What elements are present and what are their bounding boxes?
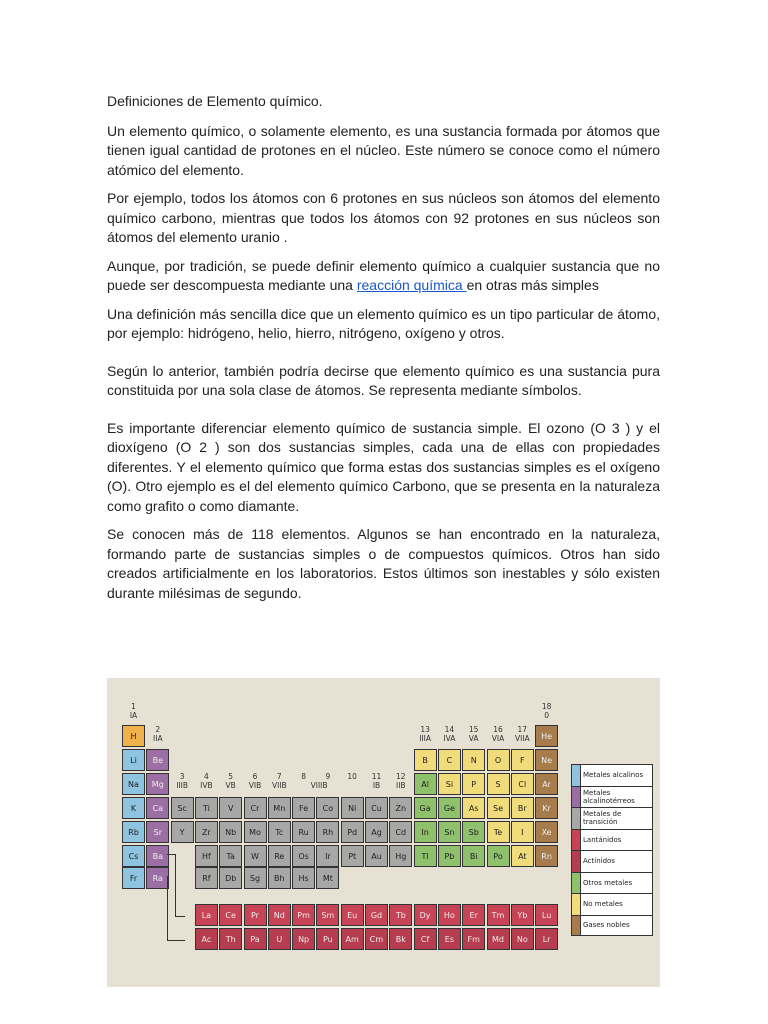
element-cell: Th: [219, 928, 242, 950]
group-label: 4 IVB: [200, 772, 213, 790]
element-cell: Lr: [535, 928, 558, 950]
element-cell: Na: [122, 773, 145, 795]
paragraph-example: Por ejemplo, todos los átomos con 6 protones en sus núcleos son átomos del elemento químico carbono, mientras que todos los átomos con 92 protones en sus núcleos son átomos del elemento uranio .: [107, 190, 660, 245]
paragraph-simple-definition: Una definición más sencilla dice que un elemento químico es un tipo particular de átomo, por ejemplo: hidrógeno, helio, hierro, nitrógeno, oxígeno y otros.: [107, 305, 660, 341]
group-viiib-label: VIIIB: [310, 781, 328, 790]
element-cell: Sc: [171, 797, 194, 819]
element-cell: Tc: [268, 821, 291, 843]
element-cell: Rn: [535, 845, 558, 867]
group-label: 16 VIA: [491, 725, 505, 743]
element-cell: Xe: [535, 821, 558, 843]
element-cell: Eu: [341, 904, 364, 926]
legend-label: Metales alcalinotérreos: [583, 788, 635, 805]
element-cell: Mt: [316, 867, 339, 889]
paragraph-tradition-end: en otras más simples: [466, 277, 599, 293]
element-cell: Sb: [462, 821, 485, 843]
paragraph-definition: Un elemento químico, o solamente elemento, es una sustancia formada por átomos que tienen igual cantidad de protones en el núcleo. Este número se conoce como el número atómico del elemento.: [107, 122, 660, 178]
element-cell: Ag: [365, 821, 388, 843]
element-cell: Al: [414, 773, 437, 795]
element-cell: Ar: [535, 773, 558, 795]
periodic-table-image: [107, 678, 660, 987]
element-cell: Mo: [244, 821, 267, 843]
element-cell: W: [244, 845, 267, 867]
group-label: 14 IVA: [443, 725, 456, 743]
legend-swatch: [572, 894, 581, 915]
legend-swatch: [572, 830, 581, 851]
element-cell: N: [462, 749, 485, 771]
element-cell: Ge: [438, 797, 461, 819]
paragraph-count: Se conocen más de 118 elementos. Algunos se han encontrado en la naturaleza, formando parte de sustancias simples o de compuestos químicos. Otros han sido creados artificialmente en los laboratorios. Estos últimos son inestables y sólo existen durante milésimas de segundo.: [107, 526, 660, 601]
element-cell: Bh: [268, 867, 291, 889]
element-cell: Kr: [535, 797, 558, 819]
element-cell: Se: [487, 797, 510, 819]
element-cell: Pb: [438, 845, 461, 867]
legend-label: Metales de transición: [583, 810, 622, 827]
document-title: Definiciones de Elemento químico.: [107, 93, 323, 109]
element-cell: Yb: [511, 904, 534, 926]
group-label: 11 IB: [371, 772, 382, 790]
group-label: 9: [325, 772, 331, 781]
element-cell: Gd: [365, 904, 388, 926]
element-cell: Ho: [438, 904, 461, 926]
legend-label: Metales alcalinos: [583, 771, 644, 780]
element-cell: Cm: [365, 928, 388, 950]
series-connector: [167, 876, 172, 940]
element-cell: Ir: [316, 845, 339, 867]
group-label: 13 IIIA: [419, 725, 431, 743]
group-label: 6 VIB: [248, 772, 262, 790]
paragraph-difference: Es importante diferenciar elemento químico de sustancia simple. El ozono (O 3 ) y el dioxígeno (O 2 ) son dos sustancias simples, cada una de ellas con propiedades diferentes. Y el elemento químico que forma estas dos sustancias simples es el oxígeno (O). Otro ejemplo es el del elemento químico Carbono, que se presenta en la naturaleza como grafito o como diamante.: [107, 419, 660, 514]
legend-label: Gases nobles: [583, 921, 630, 930]
element-cell: Ce: [219, 904, 242, 926]
element-cell: Mn: [268, 797, 291, 819]
legend-item: [571, 893, 653, 915]
element-cell: I: [511, 821, 534, 843]
element-cell: Cr: [244, 797, 267, 819]
element-cell: Er: [462, 904, 485, 926]
element-cell: Pm: [292, 904, 315, 926]
element-cell: Ra: [146, 867, 169, 889]
element-cell: Fr: [122, 867, 145, 889]
element-cell: No: [511, 928, 534, 950]
element-cell: Co: [316, 797, 339, 819]
series-connector: [167, 940, 185, 941]
group-label: 1 IA: [129, 702, 138, 720]
group-label: 17 VIIA: [514, 725, 530, 743]
group-label: 7 VIIB: [271, 772, 287, 790]
legend-label: Actínidos: [583, 857, 615, 866]
paragraph-tradition-text: Aunque, por tradición, se puede definir elemento químico a cualquier sustancia que no puede ser descompuesta mediante una: [107, 257, 660, 293]
paragraph-pure-substance: Según lo anterior, también podría decirse que elemento químico es una sustancia pura constituida por una sola clase de átomos. Se representa mediante símbolos.: [107, 362, 660, 398]
element-cell: Pt: [341, 845, 364, 867]
element-cell: Nb: [219, 821, 242, 843]
element-cell: Pd: [341, 821, 364, 843]
element-cell: Ga: [414, 797, 437, 819]
series-connector: [175, 916, 185, 917]
element-cell: Md: [487, 928, 510, 950]
periodic-table-legend: [571, 764, 653, 936]
element-cell: Ru: [292, 821, 315, 843]
element-cell: Bk: [389, 928, 412, 950]
element-cell: Zr: [195, 821, 218, 843]
legend-label: Otros metales: [583, 878, 633, 887]
element-cell: Ne: [535, 749, 558, 771]
legend-item: [571, 872, 653, 894]
element-cell: Rh: [316, 821, 339, 843]
reaccion-quimica-link[interactable]: reacción química: [356, 277, 467, 293]
element-cell: U: [268, 928, 291, 950]
element-cell: Ac: [195, 928, 218, 950]
legend-item: [571, 829, 653, 851]
element-cell: Cd: [389, 821, 412, 843]
element-cell: S: [487, 773, 510, 795]
element-cell: F: [511, 749, 534, 771]
element-cell: Ta: [219, 845, 242, 867]
group-label: 8: [301, 772, 306, 781]
element-cell: V: [219, 797, 242, 819]
legend-item: [571, 807, 653, 829]
element-cell: Tm: [487, 904, 510, 926]
element-cell: Li: [122, 749, 145, 771]
element-cell: Ca: [146, 797, 169, 819]
legend-item: [571, 915, 653, 937]
element-cell: Tb: [389, 904, 412, 926]
element-cell: Sm: [316, 904, 339, 926]
element-cell: He: [535, 725, 558, 747]
element-cell: Hf: [195, 845, 218, 867]
element-cell: Bi: [462, 845, 485, 867]
element-cell: Pa: [244, 928, 267, 950]
element-cell: Np: [292, 928, 315, 950]
group-label: 12 IIB: [396, 772, 406, 790]
element-cell: Hg: [389, 845, 412, 867]
element-cell: Pr: [244, 904, 267, 926]
group-label: 2 IIA: [153, 725, 163, 743]
element-cell: La: [195, 904, 218, 926]
document-body: [107, 92, 660, 612]
element-cell: Y: [171, 821, 194, 843]
element-cell: Nd: [268, 904, 291, 926]
element-cell: Cf: [414, 928, 437, 950]
element-cell: Re: [268, 845, 291, 867]
legend-item: [571, 764, 653, 786]
element-cell: Fe: [292, 797, 315, 819]
element-cell: Sn: [438, 821, 461, 843]
element-cell: Sg: [244, 867, 267, 889]
element-cell: Tl: [414, 845, 437, 867]
element-cell: Os: [292, 845, 315, 867]
element-cell: Zn: [389, 797, 412, 819]
element-cell: Rb: [122, 821, 145, 843]
element-cell: In: [414, 821, 437, 843]
element-cell: Lu: [535, 904, 558, 926]
legend-label: No metales: [583, 900, 623, 909]
element-cell: Mg: [146, 773, 169, 795]
element-cell: Pu: [316, 928, 339, 950]
element-cell: Hs: [292, 867, 315, 889]
element-cell: Be: [146, 749, 169, 771]
element-cell: Db: [219, 867, 242, 889]
element-cell: Te: [487, 821, 510, 843]
element-cell: Cs: [122, 845, 145, 867]
legend-swatch: [572, 916, 581, 936]
element-cell: H: [122, 725, 145, 747]
legend-swatch: [572, 808, 581, 829]
element-cell: Au: [365, 845, 388, 867]
element-cell: C: [438, 749, 461, 771]
element-cell: Am: [341, 928, 364, 950]
group-label: 15 VA: [468, 725, 479, 743]
legend-swatch: [572, 851, 581, 872]
element-cell: Br: [511, 797, 534, 819]
element-cell: Cl: [511, 773, 534, 795]
legend-swatch: [572, 787, 581, 808]
element-cell: P: [462, 773, 485, 795]
element-cell: Ba: [146, 845, 169, 867]
element-cell: As: [462, 797, 485, 819]
element-cell: Fm: [462, 928, 485, 950]
group-label: 5 VB: [225, 772, 236, 790]
element-cell: Sr: [146, 821, 169, 843]
element-cell: Po: [487, 845, 510, 867]
element-cell: At: [511, 845, 534, 867]
element-cell: Ni: [341, 797, 364, 819]
element-cell: Si: [438, 773, 461, 795]
group-label: 10: [347, 772, 357, 781]
element-cell: Ti: [195, 797, 218, 819]
element-cell: Dy: [414, 904, 437, 926]
group-label: 18 0: [541, 702, 552, 720]
element-cell: Cu: [365, 797, 388, 819]
group-label: 3 IIIB: [176, 772, 188, 790]
element-cell: Es: [438, 928, 461, 950]
legend-swatch: [572, 765, 581, 786]
element-cell: Rf: [195, 867, 218, 889]
paragraph-tradition: [107, 257, 660, 296]
legend-item: [571, 786, 653, 808]
legend-swatch: [572, 873, 581, 894]
legend-label: Lantánidos: [583, 835, 622, 844]
legend-item: [571, 850, 653, 872]
element-cell: K: [122, 797, 145, 819]
element-cell: O: [487, 749, 510, 771]
element-cell: B: [414, 749, 437, 771]
